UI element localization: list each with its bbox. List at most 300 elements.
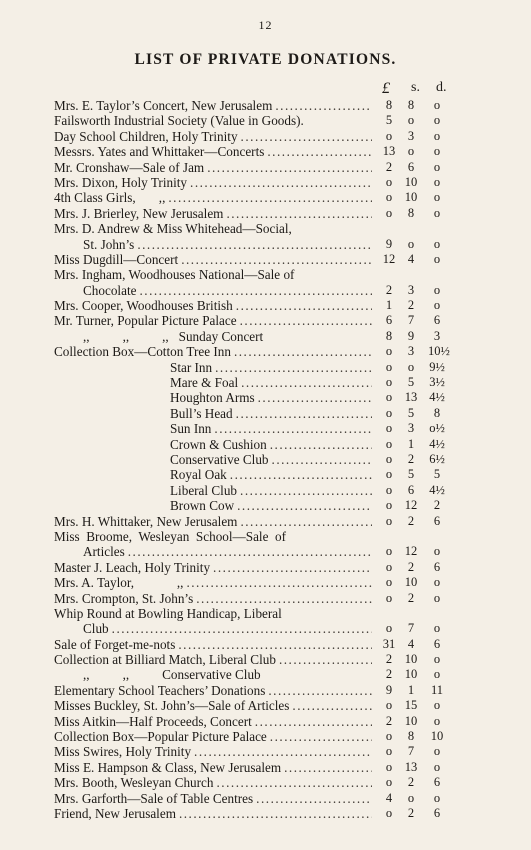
dot-leader [275, 98, 372, 113]
pence-amount: o [433, 113, 441, 128]
donation-row [0, 144, 531, 159]
donation-label [170, 467, 372, 482]
dot-leader [270, 729, 372, 744]
pence-amount: 11 [430, 682, 444, 697]
dot-leader [179, 806, 372, 821]
pence-amount: o [433, 744, 441, 759]
shillings-amount: 3 [407, 128, 415, 143]
dot-leader [284, 760, 372, 775]
pence-amount: 6 [433, 636, 441, 651]
donation-text: Mrs. E. Taylor’s Concert, New Jerusalem [54, 98, 273, 113]
donation-text: Messrs. Yates and Whittaker—Concerts [54, 144, 265, 160]
pence-amount: o [433, 652, 441, 667]
shillings-amount: 13 [404, 759, 418, 774]
dot-leader [214, 421, 372, 436]
dot-leader [240, 313, 372, 328]
shillings-amount: 10 [404, 190, 418, 205]
donation-text: Mrs. H. Whittaker, New Jerusalem [54, 513, 238, 529]
donation-label [54, 714, 372, 729]
pounds-amount: 2 [385, 652, 393, 667]
donation-label [54, 144, 372, 159]
shillings-amount: 5 [407, 375, 415, 390]
shillings-amount: 2 [407, 513, 415, 528]
pounds-amount: o [385, 375, 393, 390]
donation-text: Chocolate [83, 282, 137, 298]
pence-amount: 6 [433, 805, 441, 820]
shillings-amount: 2 [407, 590, 415, 605]
dot-leader [292, 698, 372, 713]
shillings-amount: o [407, 144, 415, 159]
donation-row [0, 621, 531, 636]
donation-row [0, 467, 531, 482]
donation-row [0, 344, 531, 359]
donation-row [0, 529, 531, 544]
donation-row [0, 206, 531, 221]
pounds-amount: o [385, 436, 393, 451]
pounds-amount: 8 [385, 98, 393, 112]
pence-amount: o [433, 667, 441, 682]
shillings-amount: 5 [407, 467, 415, 482]
shillings-amount: 7 [407, 621, 415, 636]
donation-text: Day School Children, Holy Trinity [54, 128, 238, 144]
pence-amount: 6 [433, 313, 441, 328]
donation-text: Bull’s Head [170, 405, 233, 421]
dot-leader [241, 375, 372, 390]
donation-text: Star Inn [170, 359, 213, 375]
dot-leader [240, 514, 372, 529]
pence-amount: 10½ [428, 344, 450, 359]
donation-text: Conservative Club [170, 451, 269, 467]
pounds-amount: o [385, 698, 393, 713]
shillings-amount: 9 [407, 328, 415, 343]
donation-row [0, 390, 531, 405]
donation-text: Mrs. Booth, Wesleyan Church [54, 775, 214, 791]
pounds-amount: o [385, 174, 393, 189]
dot-leader [236, 406, 372, 421]
donation-text: Articles [83, 544, 125, 560]
pounds-amount: o [385, 190, 393, 205]
donation-label [54, 760, 372, 775]
dot-leader [194, 744, 372, 759]
page-title: LIST OF PRIVATE DONATIONS. [134, 51, 397, 68]
donation-row [0, 667, 531, 682]
donation-row [0, 606, 531, 621]
shillings-header: s. [411, 80, 420, 95]
pounds-amount: o [385, 405, 393, 420]
shillings-amount: o [407, 236, 415, 251]
dot-leader [181, 252, 372, 267]
pence-amount: 6½ [429, 451, 445, 466]
donation-row [0, 98, 531, 113]
shillings-amount: 1 [407, 436, 415, 451]
donation-text: ,, ,, ,, Sunday Concert [83, 328, 264, 344]
donation-row [0, 160, 531, 175]
donation-label [170, 421, 372, 436]
donation-label [83, 237, 372, 252]
pence-amount: 4½ [429, 436, 445, 451]
donation-row [0, 221, 531, 236]
donation-row [0, 683, 531, 698]
donation-row [0, 175, 531, 190]
donation-label [54, 729, 372, 744]
donation-label [54, 683, 372, 698]
shillings-amount: 13 [404, 390, 418, 405]
pence-amount: o [433, 621, 441, 636]
donation-label [54, 791, 372, 806]
dot-leader [255, 714, 372, 729]
shillings-amount: 3 [407, 344, 415, 359]
pence-amount: o [433, 698, 441, 713]
donation-row [0, 637, 531, 652]
pence-amount: 6 [433, 775, 441, 790]
shillings-amount: 6 [407, 482, 415, 497]
shillings-amount: 12 [404, 544, 418, 559]
donation-text: Liberal Club [170, 482, 238, 498]
shillings-amount: 10 [404, 652, 418, 667]
donation-label [54, 637, 372, 652]
donation-text: Crown & Cushion [170, 436, 267, 452]
dot-leader [241, 129, 372, 144]
pounds-amount: 12 [382, 251, 396, 266]
dot-leader [190, 175, 372, 190]
pounds-amount: o [385, 775, 393, 790]
donation-label [54, 529, 372, 544]
dot-leader [226, 206, 372, 221]
donation-row [0, 575, 531, 590]
donation-text: Mrs. A. Taylor, ,, [54, 575, 184, 591]
pounds-amount: o [385, 344, 393, 359]
donation-row [0, 744, 531, 759]
donation-text: Club [83, 621, 109, 637]
dot-leader [217, 775, 373, 790]
donation-text: Mare & Foal [170, 375, 239, 391]
donation-label [54, 129, 372, 144]
pounds-amount: 2 [385, 282, 393, 297]
donation-label [170, 390, 372, 405]
donation-row [0, 760, 531, 775]
donation-label [170, 498, 372, 513]
shillings-amount: 10 [404, 575, 418, 590]
shillings-amount: 5 [407, 405, 415, 420]
donation-text: Collection Box—Popular Picture Palace [54, 729, 267, 745]
dot-leader [270, 437, 372, 452]
donation-row [0, 283, 531, 298]
donation-text: Miss Dugdill—Concert [54, 251, 179, 267]
donation-label [54, 514, 372, 529]
dot-leader [272, 452, 372, 467]
donation-label [54, 775, 372, 790]
donation-label [54, 221, 372, 236]
donation-row [0, 729, 531, 744]
shillings-amount: 7 [407, 744, 415, 759]
donation-row [0, 775, 531, 790]
pence-amount: o½ [429, 421, 445, 436]
donation-label [170, 375, 372, 390]
donation-label [170, 437, 372, 452]
donation-text: Mrs. Ingham, Woodhouses National—Sale of [54, 267, 295, 283]
dot-leader [256, 791, 372, 806]
donation-row [0, 806, 531, 821]
donation-row [0, 237, 531, 252]
dot-leader [196, 591, 372, 606]
donation-text: Miss Broome, Wesleyan School—Sale of [54, 528, 287, 544]
pounds-amount: o [385, 359, 393, 374]
shillings-amount: 3 [407, 421, 415, 436]
dot-leader [234, 344, 372, 359]
donation-label [170, 483, 372, 498]
donation-text: Miss Swires, Holy Trinity [54, 744, 192, 760]
page-number: 12 [258, 18, 273, 32]
dot-leader [215, 360, 372, 375]
shillings-amount: 10 [404, 174, 418, 189]
pounds-amount: o [385, 805, 393, 820]
pence-amount: 2 [433, 498, 441, 513]
pence-amount: o [433, 174, 441, 189]
shillings-amount: 4 [407, 251, 415, 266]
dot-leader [178, 637, 372, 652]
donation-text: Mrs. Garforth—Sale of Table Centres [54, 790, 254, 806]
pounds-amount: o [385, 390, 393, 405]
donation-label [54, 698, 372, 713]
donation-label [83, 283, 372, 298]
shillings-amount: 8 [407, 98, 415, 112]
donation-row [0, 313, 531, 328]
pence-amount: 3 [433, 328, 441, 343]
donation-text: ,, ,, Conservative Club [83, 667, 261, 683]
donation-text: Mrs. D. Andrew & Miss Whitehead—Social, [54, 221, 292, 237]
donation-text: Miss Aitkin—Half Proceeds, Concert [54, 713, 252, 729]
donation-text: Collection at Billiard Match, Liberal Club [54, 652, 276, 668]
pence-header: d. [436, 80, 447, 95]
donation-row [0, 791, 531, 806]
donation-label [54, 160, 372, 175]
donation-text: Mrs. Crompton, St. John’s [54, 590, 194, 606]
donation-label [83, 544, 372, 559]
pounds-amount: 9 [385, 682, 393, 697]
pounds-amount: o [385, 467, 393, 482]
pounds-amount: 5 [385, 113, 393, 128]
donation-row [0, 698, 531, 713]
pence-amount: o [433, 282, 441, 297]
pounds-amount: 1 [385, 298, 393, 313]
donation-row [0, 544, 531, 559]
donation-text: Sale of Forget-me-nots [54, 636, 176, 652]
donation-row [0, 267, 531, 282]
donation-text: St. John’s [83, 236, 135, 252]
pounds-amount: 4 [385, 790, 393, 805]
shillings-amount: o [407, 790, 415, 805]
pence-amount: 5 [433, 467, 441, 482]
shillings-amount: o [407, 113, 415, 128]
shillings-amount: 3 [407, 282, 415, 297]
donation-label [170, 452, 372, 467]
pence-amount: o [433, 98, 441, 112]
pounds-amount: o [385, 559, 393, 574]
donation-label [54, 267, 372, 282]
shillings-amount: 6 [407, 159, 415, 174]
pounds-amount: o [385, 498, 393, 513]
donation-row [0, 498, 531, 513]
pounds-amount: 8 [385, 328, 393, 343]
pounds-amount: o [385, 590, 393, 605]
pounds-amount: o [385, 744, 393, 759]
shillings-amount: 2 [407, 559, 415, 574]
pounds-amount: o [385, 513, 393, 528]
donation-label [54, 606, 372, 621]
donation-row [0, 406, 531, 421]
dot-leader [128, 544, 372, 559]
dot-leader [230, 467, 372, 482]
dot-leader [168, 190, 372, 205]
donation-text: Friend, New Jerusalem [54, 805, 176, 821]
donation-label [54, 298, 372, 313]
amount-column-headers [382, 80, 454, 98]
pounds-amount: 13 [382, 144, 396, 159]
donation-text: Collection Box—Cotton Tree Inn [54, 344, 231, 360]
pence-amount: 4½ [429, 390, 445, 405]
pence-amount: 8 [433, 405, 441, 420]
donation-label [83, 667, 372, 682]
pence-amount: o [433, 251, 441, 266]
donation-text: Houghton Arms [170, 390, 255, 406]
shillings-amount: 15 [404, 698, 418, 713]
pounds-header: £ [382, 80, 390, 97]
donation-row [0, 129, 531, 144]
donation-label [54, 206, 372, 221]
dot-leader [258, 390, 372, 405]
pence-amount: 6 [433, 513, 441, 528]
dot-leader [213, 560, 372, 575]
donation-label [54, 575, 372, 590]
donation-row [0, 421, 531, 436]
shillings-amount: 8 [407, 729, 415, 744]
donation-row [0, 375, 531, 390]
pence-amount: o [433, 544, 441, 559]
dot-leader [240, 483, 372, 498]
pounds-amount: o [385, 482, 393, 497]
pounds-amount: 6 [385, 313, 393, 328]
donation-text: Brown Cow [170, 498, 235, 514]
shillings-amount: 7 [407, 313, 415, 328]
donation-row [0, 190, 531, 205]
pounds-amount: o [385, 544, 393, 559]
donation-text: 4th Class Girls, ,, [54, 190, 166, 206]
dot-leader [137, 237, 372, 252]
donation-label [54, 560, 372, 575]
pence-amount: o [433, 298, 441, 313]
donation-text: Elementary School Teachers’ Donations [54, 682, 266, 698]
pounds-amount: 31 [382, 636, 396, 651]
donation-row [0, 591, 531, 606]
donation-label [170, 360, 372, 375]
donation-row [0, 113, 531, 128]
donation-label [54, 175, 372, 190]
pounds-amount: o [385, 621, 393, 636]
pence-amount: o [433, 236, 441, 251]
donation-label [54, 113, 372, 128]
donation-row [0, 298, 531, 313]
shillings-amount: 2 [407, 451, 415, 466]
donation-text: Whip Round at Bowling Handicap, Liberal [54, 605, 282, 621]
pounds-amount: 9 [385, 236, 393, 251]
pounds-amount: o [385, 451, 393, 466]
shillings-amount: 10 [404, 713, 418, 728]
donation-row [0, 452, 531, 467]
donation-label [54, 652, 372, 667]
pence-amount: o [433, 759, 441, 774]
pence-amount: o [433, 590, 441, 605]
donation-row [0, 329, 531, 344]
pence-amount: o [433, 128, 441, 143]
shillings-amount: 10 [404, 667, 418, 682]
pence-amount: o [433, 575, 441, 590]
donation-text: Mrs. Cooper, Woodhouses British [54, 298, 233, 314]
donation-text: Mrs. J. Brierley, New Jerusalem [54, 205, 224, 221]
shillings-amount: o [407, 359, 415, 374]
pounds-amount: 2 [385, 667, 393, 682]
dot-leader [139, 283, 372, 298]
donation-label [54, 806, 372, 821]
donation-row [0, 560, 531, 575]
pence-amount: 9½ [429, 359, 445, 374]
donation-row [0, 360, 531, 375]
donation-row [0, 514, 531, 529]
shillings-amount: 4 [407, 636, 415, 651]
donation-text: Miss E. Hampson & Class, New Jerusalem [54, 759, 282, 775]
pounds-amount: o [385, 575, 393, 590]
dot-leader [207, 160, 372, 175]
donation-label [54, 313, 372, 328]
donation-label [54, 744, 372, 759]
pounds-amount: o [385, 421, 393, 436]
pence-amount: o [433, 144, 441, 159]
donation-text: Failsworth Industrial Society (Value in Goods). [54, 113, 304, 129]
pence-amount: 6 [433, 559, 441, 574]
shillings-amount: 2 [407, 298, 415, 313]
shillings-amount: 1 [407, 682, 415, 697]
donation-row [0, 483, 531, 498]
donation-row [0, 252, 531, 267]
pence-amount: 10 [430, 729, 444, 744]
dot-leader [279, 652, 372, 667]
dot-leader [267, 144, 372, 159]
pounds-amount: 2 [385, 159, 393, 174]
pence-amount: o [433, 205, 441, 220]
donation-row [0, 714, 531, 729]
donation-label [54, 344, 372, 359]
pence-amount: o [433, 190, 441, 205]
dot-leader [112, 621, 372, 636]
donation-label [83, 329, 372, 344]
dot-leader [186, 575, 372, 590]
donations-list [0, 98, 531, 821]
pence-amount: o [433, 790, 441, 805]
pence-amount: o [433, 159, 441, 174]
shillings-amount: 2 [407, 805, 415, 820]
donation-text: Sun Inn [170, 421, 212, 437]
donation-text: Royal Oak [170, 467, 227, 483]
donation-text: Misses Buckley, St. John’s—Sale of Articles [54, 698, 290, 714]
pounds-amount: o [385, 128, 393, 143]
donation-text: Master J. Leach, Holy Trinity [54, 559, 211, 575]
donation-label [54, 252, 372, 267]
pence-amount: 3½ [429, 375, 445, 390]
shillings-amount: 2 [407, 775, 415, 790]
shillings-amount: 8 [407, 205, 415, 220]
donation-label [54, 98, 372, 113]
donation-row [0, 437, 531, 452]
donation-row [0, 652, 531, 667]
